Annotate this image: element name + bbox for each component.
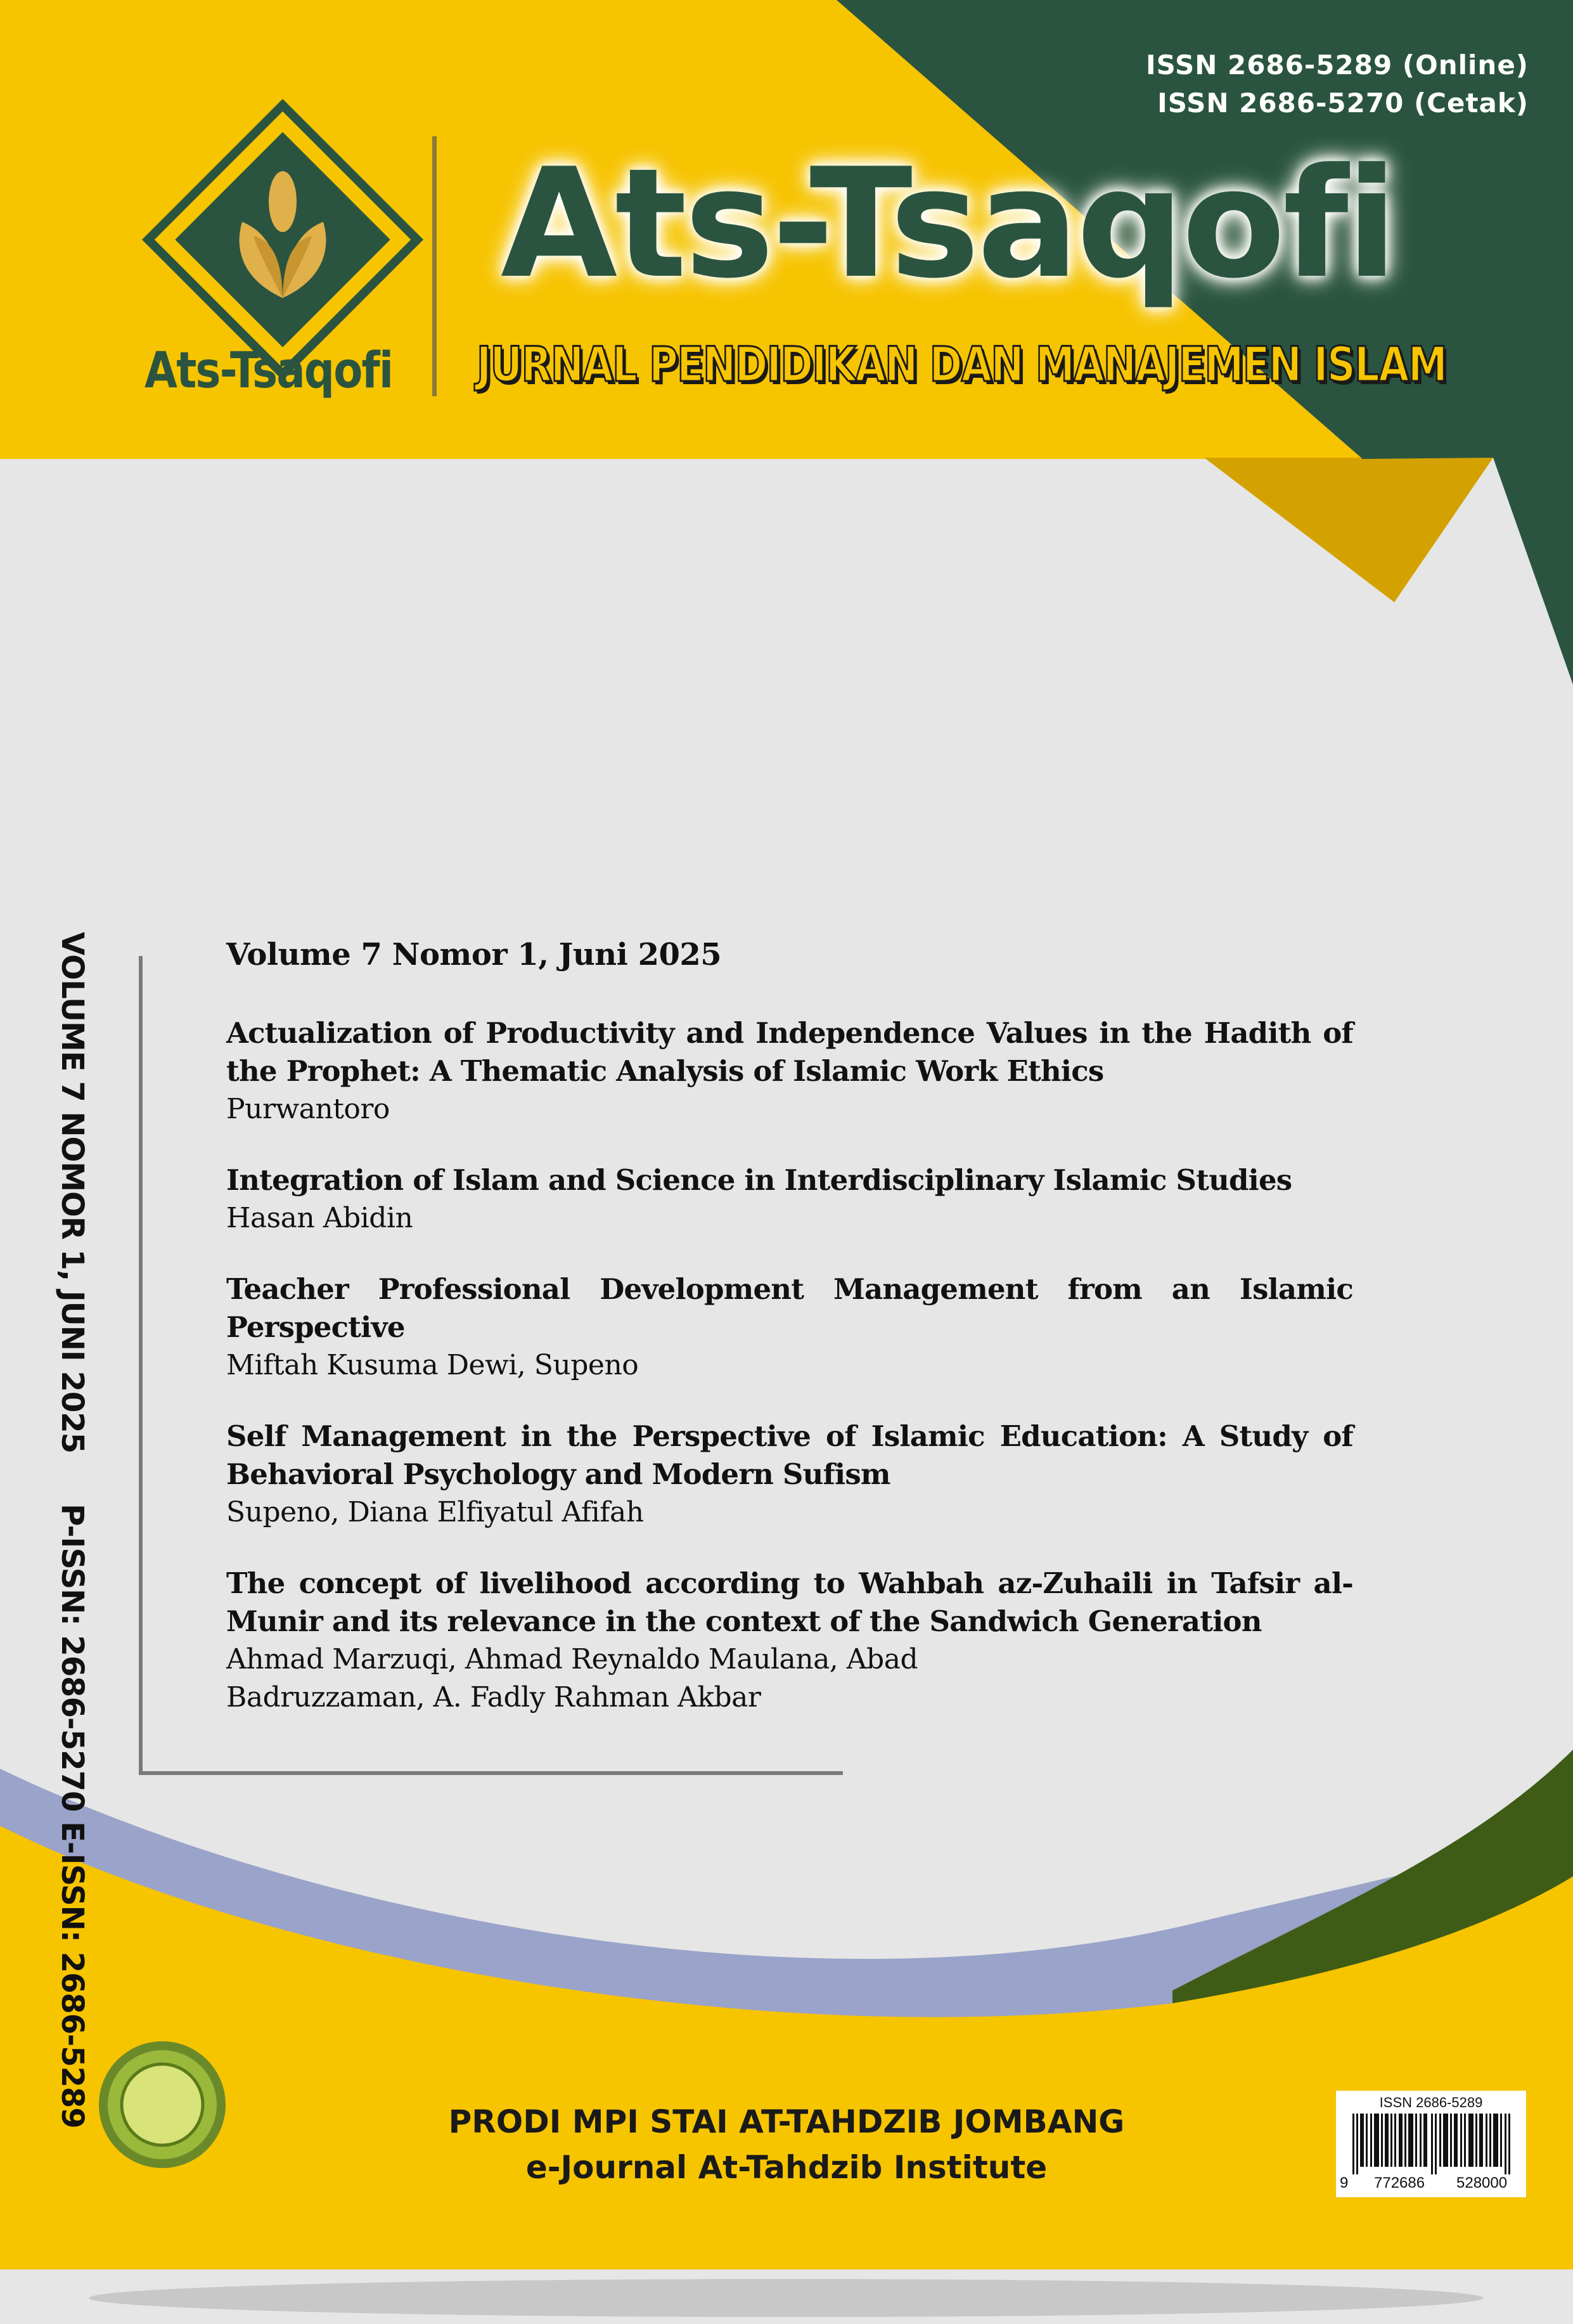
article-authors: Supeno, Diana Elfiyatul Afifah [226, 1496, 644, 1528]
article-authors: Ahmad Marzuqi, Ahmad Reynaldo Maulana, Abad Badruzzaman, A. Fadly Rahman Akbar [226, 1643, 918, 1714]
article-authors: Purwantoro [226, 1093, 390, 1125]
barcode-digits-right: 528000 [1456, 2174, 1508, 2192]
issn-online: ISSN 2686-5289 (Online) [1145, 49, 1529, 81]
spine-volume: VOLUME 7 NOMOR 1, JUNI 2025 [55, 932, 90, 1454]
journal-title: Ats-Tsaqofi [501, 136, 1396, 312]
article-item [226, 1161, 1353, 1237]
barcode-bars [1352, 2114, 1518, 2174]
article-title: Actualization of Productivity and Independence Values in the Hadith of the Prophet: A Thematic Analysis of Islamic Work Ethics [226, 1016, 1353, 1088]
issn-print: ISSN 2686-5270 (Cetak) [1157, 87, 1529, 119]
article-item [226, 1565, 1353, 1717]
barcode-issn: ISSN 2686-5289 [1379, 2095, 1483, 2110]
article-authors: Hasan Abidin [226, 1202, 413, 1234]
issn-barcode [1336, 2091, 1526, 2197]
spine-text [55, 932, 90, 2128]
issue-label: Volume 7 Nomor 1, Juni 2025 [226, 937, 722, 972]
page-shadow [89, 2279, 1483, 2317]
article-title: Integration of Islam and Science in Interdisciplinary Islamic Studies [226, 1163, 1292, 1197]
publisher-subtitle: e-Journal At-Tahdzib Institute [525, 2149, 1048, 2186]
publisher-name: PRODI MPI STAI AT-TAHDZIB JOMBANG [448, 2103, 1125, 2140]
logo-caption: Ats-Tsaqofi [144, 342, 393, 399]
journal-subtitle: JURNAL PENDIDIKAN DAN MANAJEMEN ISLAM [477, 336, 1447, 392]
table-of-contents [226, 937, 1353, 1750]
spine-issn: P-ISSN: 2686-5270 E-ISSN: 2686-5289 [55, 1504, 90, 2128]
article-authors: Miftah Kusuma Dewi, Supeno [226, 1349, 639, 1381]
article-title: Teacher Professional Development Management from an Islamic Perspective [226, 1272, 1353, 1344]
article-title: Self Management in the Perspective of Islamic Education: A Study of Behavioral Psychology and Modern Sufism [226, 1419, 1353, 1491]
article-item [226, 1014, 1353, 1128]
barcode-digit-left: 9 [1340, 2174, 1349, 2192]
barcode-digits-mid: 772686 [1374, 2174, 1425, 2192]
article-item [226, 1270, 1353, 1385]
article-item [226, 1417, 1353, 1532]
header-divider [432, 136, 437, 396]
article-title: The concept of livelihood according to Wahbah az-Zuhaili in Tafsir al-Munir and its relevance in the context of the Sandwich Generation [226, 1566, 1353, 1638]
